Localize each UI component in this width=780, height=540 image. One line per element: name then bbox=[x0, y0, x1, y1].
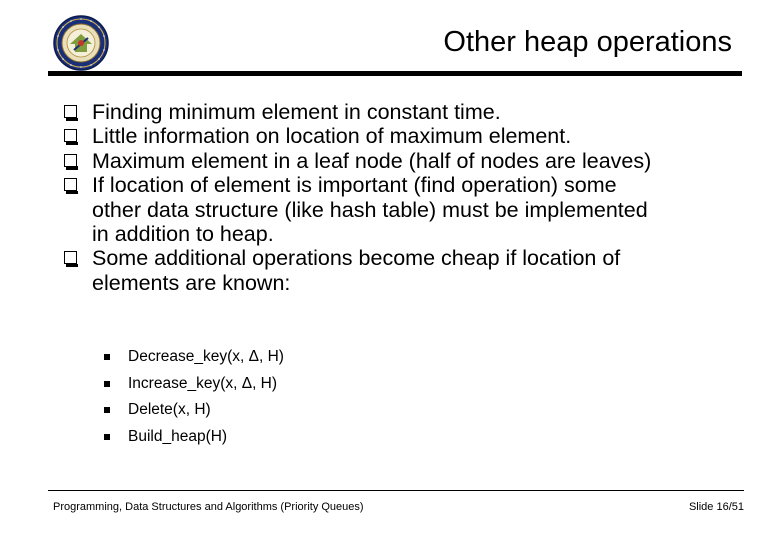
sub-bullet-item bbox=[104, 344, 284, 371]
sub-bullet-item bbox=[104, 424, 284, 451]
bullet-text-line: other data structure (like hash table) must be implemented bbox=[92, 197, 648, 222]
checkbox-bullet-icon bbox=[64, 105, 77, 118]
slide-number: Slide 16/51 bbox=[688, 501, 744, 513]
bullet-item bbox=[64, 173, 754, 246]
footer-course-title: Programming, Data Structures and Algorithms (Priority Queues) bbox=[53, 501, 364, 513]
square-bullet-icon bbox=[104, 381, 110, 387]
sub-bullet-item bbox=[104, 397, 284, 424]
bullet-item bbox=[64, 149, 754, 173]
bullet-text-line: elements are known: bbox=[92, 270, 291, 295]
checkbox-bullet-icon bbox=[64, 251, 77, 264]
square-bullet-icon bbox=[104, 434, 110, 440]
bullet-list bbox=[64, 100, 754, 295]
bullet-text-line: If location of element is important (find operation) some bbox=[92, 173, 617, 198]
bullet-text-line: Little information on location of maximum element. bbox=[92, 124, 572, 149]
slide-title: Other heap operations bbox=[443, 26, 732, 58]
sub-bullet-text: Increase_key(x, Δ, H) bbox=[128, 374, 278, 392]
sub-bullet-text: Build_heap(H) bbox=[128, 427, 228, 445]
sub-bullet-text: Delete(x, H) bbox=[128, 401, 211, 418]
checkbox-bullet-icon bbox=[64, 154, 77, 167]
checkbox-bullet-icon bbox=[64, 129, 77, 142]
square-bullet-icon bbox=[104, 407, 110, 413]
bullet-item bbox=[64, 246, 754, 295]
bullet-text-line: Some additional operations become cheap if location of bbox=[92, 246, 621, 271]
title-divider bbox=[48, 71, 742, 76]
footer-divider bbox=[48, 490, 744, 491]
bullet-text-line: Finding minimum element in constant time. bbox=[92, 100, 501, 124]
checkbox-bullet-icon bbox=[64, 178, 77, 191]
sub-bullet-text: Decrease_key(x, Δ, H) bbox=[128, 348, 284, 365]
bullet-item bbox=[64, 124, 754, 148]
bullet-text-line: in addition to heap. bbox=[92, 222, 274, 247]
sub-bullet-list bbox=[104, 344, 284, 450]
bullet-item bbox=[64, 100, 754, 124]
university-seal-icon bbox=[52, 14, 110, 72]
bullet-text-line: Maximum element in a leaf node (half of nodes are leaves) bbox=[92, 148, 652, 173]
sub-bullet-item bbox=[104, 371, 284, 398]
square-bullet-icon bbox=[104, 354, 110, 360]
